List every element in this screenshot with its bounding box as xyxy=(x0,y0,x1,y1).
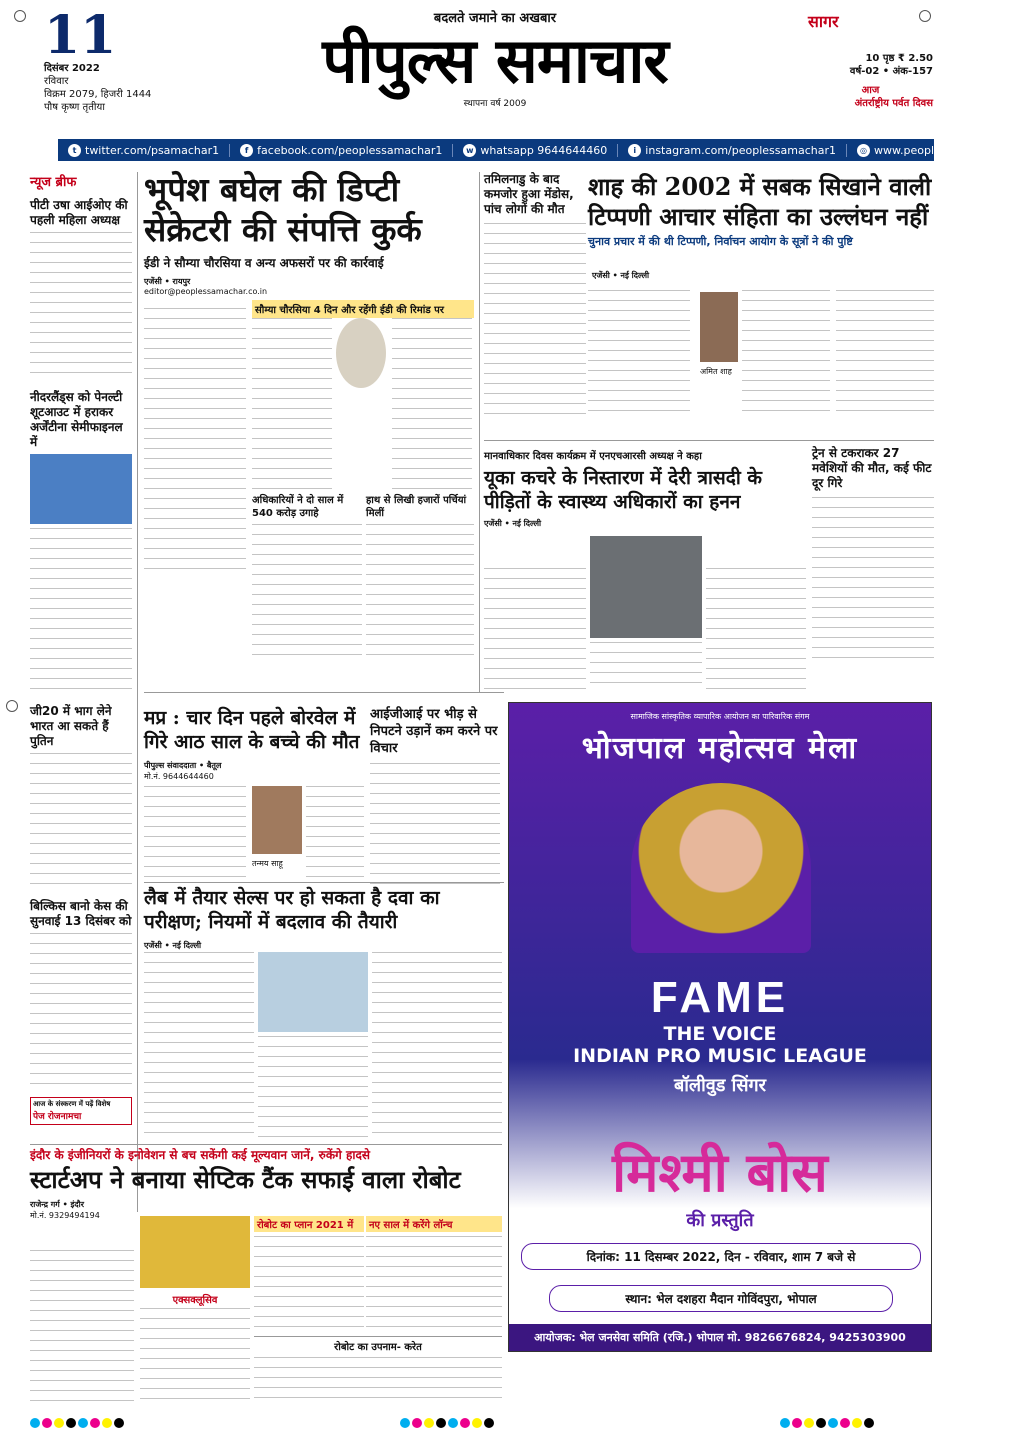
amit-shah-photo xyxy=(700,292,738,362)
lead-box-2-text xyxy=(252,524,362,664)
cells-text-3 xyxy=(372,952,502,1142)
tn-headline: तमिलनाडु के बाद कमजोर हुआ मेंडोस, पांच लोगों की मौत xyxy=(484,172,574,216)
lead-box-2-title: अधिकारियों ने दो साल में 540 करोड़ उगाहे xyxy=(252,495,344,519)
cells-headline: लैब में तैयार सेल्स पर हो सकता है दवा का परीक्षण; नियमों में बदलाव की तैयारी xyxy=(144,887,440,933)
cells-text-2 xyxy=(258,1036,368,1142)
union-text-1 xyxy=(484,568,586,692)
borewell-photo-caption: तन्मय साहू xyxy=(252,859,283,868)
singer-name: मिश्मी बोस xyxy=(612,1140,828,1204)
ad-top-line: सामाजिक सांस्कृतिक व्यापारिक आयोजन का पारिवारिक संगम xyxy=(630,712,810,721)
print-color-bar xyxy=(780,1418,874,1428)
instagram-icon: i xyxy=(628,144,641,157)
section-rule xyxy=(484,440,934,441)
column-divider xyxy=(137,172,138,1212)
train-headline: ट्रेन से टकराकर 27 मवेशियों की मौत, कई फीट दूर गिरे xyxy=(812,446,932,490)
vikram-samvat: विक्रम 2079, हिजरी 1444 xyxy=(44,89,152,100)
lead-box-3-title: हाथ से लिखी हजारों पर्चियां मिलीं xyxy=(366,495,467,519)
lead-box-3 xyxy=(366,494,474,664)
union-story xyxy=(484,448,806,529)
presents-text: की प्रस्तुति xyxy=(686,1210,754,1231)
lead-box-3-text xyxy=(366,524,474,664)
lead-story xyxy=(144,170,474,296)
robot-box-1-title: रोबोट का प्लान 2021 में xyxy=(254,1216,364,1232)
robot-box-2 xyxy=(366,1216,502,1336)
section-rule xyxy=(144,692,504,693)
shah-text-1 xyxy=(588,290,690,420)
shah-sub: चुनाव प्रचार में की थी टिप्पणी, निर्वाचन आयोग के सूत्रों ने की पुष्टि xyxy=(588,235,853,248)
lab-photo xyxy=(258,952,368,1032)
robot-box-1 xyxy=(254,1216,364,1336)
lead-byline: एजेंसी • रायपुर xyxy=(144,277,191,286)
robot-box-2-text xyxy=(366,1236,502,1336)
brief-item-3-text xyxy=(30,753,132,893)
paper-name: पीपुल्स समाचार xyxy=(322,24,668,97)
fame-block xyxy=(509,973,931,1097)
train-story xyxy=(812,446,934,667)
today-label: आज xyxy=(861,85,880,96)
promo-box xyxy=(30,1097,132,1125)
section-rule xyxy=(30,1144,502,1145)
lead-box-2 xyxy=(252,494,362,664)
registration-mark xyxy=(6,700,18,712)
tn-story xyxy=(484,172,586,423)
lead-headline: भूपेश बघेल की डिप्टी सेक्रेटरी की संपत्ति कुर्क xyxy=(144,170,422,249)
shah-text-3 xyxy=(836,290,934,420)
robot-box-1-text xyxy=(254,1236,364,1336)
brief-item-1-text xyxy=(30,232,132,382)
borewell-text-2 xyxy=(306,786,364,882)
lead-text-col1 xyxy=(144,308,246,578)
lead-box xyxy=(252,300,474,318)
borewell-byline: पीपुल्स संवाददाता • बैतूल xyxy=(144,761,222,770)
ad-title: भोजपाल महोत्सव मेला xyxy=(581,731,859,766)
the-voice-text: THE VOICE xyxy=(663,1023,777,1045)
section-rule xyxy=(144,882,504,883)
promo-line-1: आज के संस्करण में पढ़ें विशेष xyxy=(33,1100,111,1108)
shah-photo-caption: अमित शाह xyxy=(700,367,732,376)
weekday: रविवार xyxy=(44,76,69,87)
tagline: बदलते जमाने का अखबार xyxy=(433,11,557,26)
union-kicker: मानवाधिकार दिवस कार्यक्रम में एनएचआरसी अध्यक्ष ने कहा xyxy=(484,451,702,462)
cells-text-1 xyxy=(144,952,254,1142)
masthead-brand xyxy=(185,8,805,109)
print-color-bar xyxy=(30,1418,124,1428)
lead-email: editor@peoplessamachar.co.in xyxy=(144,287,268,296)
brief-item-4-text xyxy=(30,933,132,1093)
borewell-text-1 xyxy=(144,786,246,882)
brief-item-1-title: पीटी उषा आईओए की पहली महिला अध्यक्ष xyxy=(30,198,128,227)
lead-box-title: सौम्या चौरसिया 4 दिन और रहेंगी ईडी की रिमांड पर xyxy=(252,300,474,318)
train-text xyxy=(812,497,934,667)
lead-box-text xyxy=(252,318,332,490)
robot-photo xyxy=(140,1216,250,1288)
igi-text xyxy=(370,763,500,889)
robot-box-2-title: नए साल में करेंगे लॉन्च xyxy=(366,1216,502,1232)
brief-item-2-title: नीदरलैंड्स को पेनल्टी शूटआउट में हराकर अर्जेंटीना सेमीफाइनल में xyxy=(30,390,123,449)
fame-text: FAME xyxy=(650,973,790,1022)
union-headline: यूका कचरे के निस्तारण में देरी त्रासदी के पीड़ितों के स्वास्थ्य अधिकारों का हनन xyxy=(484,467,762,513)
registration-mark xyxy=(14,10,26,22)
column-divider xyxy=(479,172,480,692)
shah-headline: शाह की 2002 में सबक सिखाने वाली टिप्पणी आचार संहिता का उल्लंघन नहीं xyxy=(588,172,932,231)
ed-logo xyxy=(336,318,386,388)
facebook-icon: f xyxy=(240,144,253,157)
union-text-3 xyxy=(706,568,806,692)
globe-icon: ◎ xyxy=(857,144,870,157)
social-web[interactable]: ◎ www.peoplessamachar.in xyxy=(847,144,1023,157)
child-photo xyxy=(252,786,302,854)
brief-item-4-title: बिल्किस बानो केस की सुनवाई 13 दिसंबर को xyxy=(30,899,132,928)
robot-exclusive: एक्सक्लूसिव xyxy=(172,1295,218,1306)
cells-story xyxy=(144,886,504,951)
volume: वर्ष-02 • अंक-157 xyxy=(849,66,933,77)
brief-item-2-text xyxy=(30,528,132,698)
edition-city: सागर xyxy=(808,12,839,31)
ad-date: दिनांक: 11 दिसम्बर 2022, दिन - रविवार, शाम 7 बजे से xyxy=(521,1243,921,1270)
robot-box-3-title: रोबोट का उपनाम- करेत xyxy=(254,1336,502,1353)
singer-photo xyxy=(631,783,811,953)
date-day: 11 xyxy=(44,5,117,66)
news-brief-column xyxy=(30,172,132,1125)
igi-story xyxy=(370,706,500,889)
cells-byline: एजेंसी • नई दिल्ली xyxy=(144,941,202,950)
ad-venue: स्थान: भेल दशहरा मैदान गोविंदपुरा, भोपाल xyxy=(549,1285,893,1312)
robot-text-1 xyxy=(30,1250,134,1402)
bhojpal-mela-ad[interactable] xyxy=(508,702,932,1352)
lead-box-text-2 xyxy=(392,318,472,490)
print-color-bar xyxy=(400,1418,494,1428)
football-photo xyxy=(30,454,132,524)
ad-organizer: आयोजक: भेल जनसेवा समिति (रजि.) भोपाल मो. 9826676824, 9425303900 xyxy=(509,1324,931,1351)
tn-text xyxy=(484,223,586,423)
robot-story xyxy=(30,1146,502,1221)
robot-text-2 xyxy=(140,1308,250,1402)
robot-box-3-text xyxy=(254,1357,502,1405)
robot-byline: राजेन्द्र गर्ग • इंदौर xyxy=(30,1200,84,1209)
brief-section-title: न्यूज ब्रीफ xyxy=(30,175,77,190)
shah-byline: एजेंसी • नई दिल्ली xyxy=(592,271,650,280)
borewell-headline: मप्र : चार दिन पहले बोरवेल में गिरे आठ साल के बच्चे की मौत xyxy=(144,707,360,753)
social-twitter[interactable]: t twitter.com/psamachar1 xyxy=(58,144,230,157)
brief-item-3-title: जी20 में भाग लेने भारत आ सकते हैं पुतिन xyxy=(30,704,112,748)
union-text-2 xyxy=(590,642,702,692)
shah-story xyxy=(588,172,934,249)
social-instagram[interactable]: i instagram.com/peoplessamachar1 xyxy=(618,144,847,157)
whatsapp-icon: w xyxy=(463,144,476,157)
promo-line-2: पेज रोजनामचा xyxy=(33,1112,82,1122)
masthead-right xyxy=(808,10,933,110)
borewell-mobile: मो.नं. 9644644460 xyxy=(144,772,214,781)
league-text: INDIAN PRO MUSIC LEAGUE xyxy=(573,1045,867,1067)
twitter-icon: t xyxy=(68,144,81,157)
shah-text-2 xyxy=(742,290,830,420)
social-facebook[interactable]: f facebook.com/peoplessamachar1 xyxy=(230,144,453,157)
borewell-story xyxy=(144,706,364,782)
union-byline: एजेंसी • नई दिल्ली xyxy=(484,519,542,528)
lead-sub: ईडी ने सौम्या चौरसिया व अन्य अफसरों पर की कार्रवाई xyxy=(144,256,384,270)
founded-year: स्थापना वर्ष 2009 xyxy=(463,99,527,109)
masthead-date-block xyxy=(44,5,174,114)
social-bar xyxy=(58,139,1014,161)
price: 10 पृष्ठ ₹ 2.50 xyxy=(865,53,933,64)
date-month-year: दिसंबर 2022 xyxy=(44,63,100,74)
igi-headline: आईजीआई पर भीड़ से निपटने उड़ानें कम करने पर विचार xyxy=(370,707,498,756)
robot-headline: स्टार्टअप ने बनाया सेप्टिक टैंक सफाई वाला रोबोट xyxy=(30,1165,461,1194)
social-whatsapp[interactable]: w whatsapp 9644644460 xyxy=(453,144,618,157)
tithi: पौष कृष्ण तृतीया xyxy=(44,102,105,113)
robot-kicker: इंदौर के इंजीनियरों के इनोवेशन से बच सकेंगी कई मूल्यवान जानें, रुकेंगे हादसे xyxy=(30,1148,370,1162)
factory-photo xyxy=(590,536,702,638)
bollywood-text: बॉलीवुड सिंगर xyxy=(673,1075,767,1096)
robot-mobile: मो.नं. 9329494194 xyxy=(30,1211,100,1220)
today-event: अंतर्राष्ट्रीय पर्वत दिवस xyxy=(854,98,933,109)
robot-box-3 xyxy=(254,1336,502,1405)
